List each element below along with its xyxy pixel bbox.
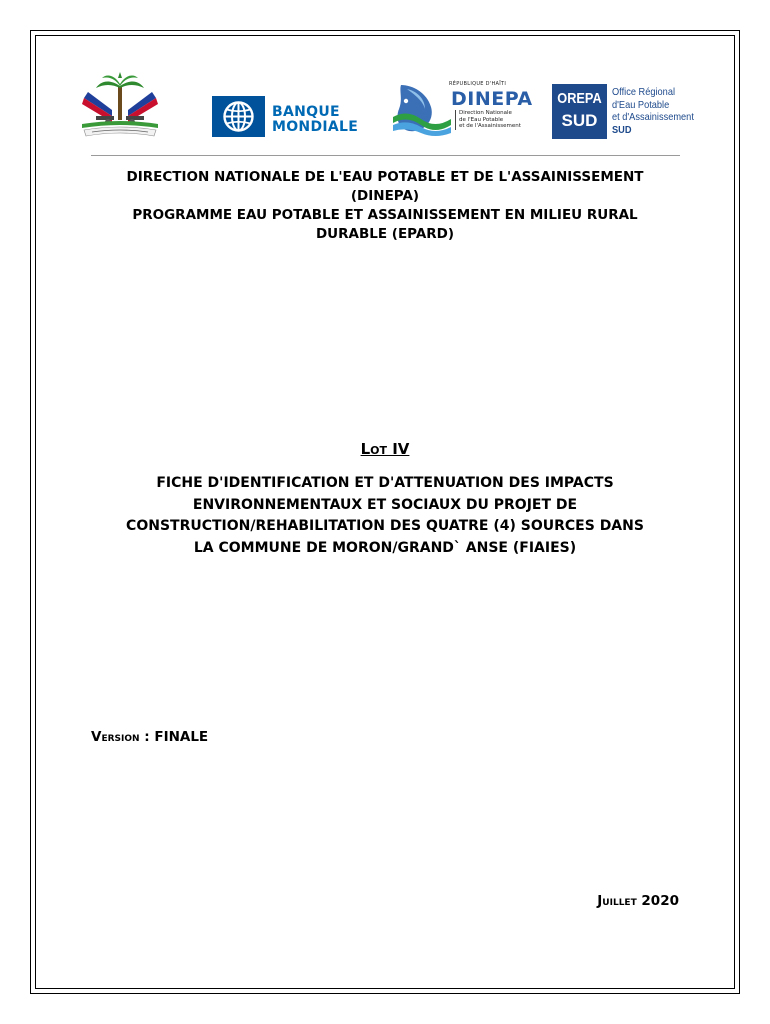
world-bank-logo (212, 96, 372, 138)
world-bank-globe-box (212, 96, 265, 137)
water-drop-icon (393, 79, 453, 136)
dinepa-subtitle (455, 110, 521, 130)
orepa-box (552, 84, 607, 139)
dinepa-republic: RÉPUBLIQUE D'HAÏTI (449, 81, 507, 87)
lot-title: Lot IV (360, 440, 410, 458)
title-line1: FICHE D'IDENTIFICATION ET D'ATTENUATION DES IMPACTS (156, 475, 614, 491)
version-value: FINALE (154, 729, 209, 745)
globe-icon (212, 96, 265, 137)
world-bank-line1: BANQUE (272, 104, 340, 120)
document-title (80, 473, 690, 559)
header-divider (91, 155, 680, 156)
dinepa-sub-line3: et de l'Assainissement (459, 123, 521, 129)
orepa-line3: et d'Assainissement (612, 111, 694, 123)
orepa-box-line1: OREPA (557, 90, 602, 107)
dinepa-name: DINEPA (451, 88, 533, 110)
document-date: Juillet 2020 (597, 893, 679, 909)
document-header (80, 168, 690, 244)
version-label: Version : (91, 729, 150, 745)
title-line4: LA COMMUNE DE MORON/GRAND` ANSE (FIAIES) (193, 539, 577, 556)
title-line2: ENVIRONNEMENTAUX ET SOCIAUX DU PROJET DE (192, 496, 578, 513)
header-line2: (DINEPA) (350, 188, 420, 204)
coat-of-arms-icon (78, 72, 162, 138)
world-bank-name (272, 105, 358, 135)
orepa-sud-logo (552, 84, 692, 140)
orepa-line1: Office Régional (612, 86, 676, 98)
world-bank-line2: MONDIALE (272, 119, 359, 135)
orepa-line2: d'Eau Potable (612, 98, 670, 111)
version-line (91, 729, 208, 745)
dinepa-logo (393, 79, 533, 136)
orepa-name (612, 86, 694, 136)
orepa-line4: SUD (612, 123, 632, 136)
orepa-box-line2: SUD (561, 111, 598, 130)
header-line1: DIRECTION NATIONALE DE L'EAU POTABLE ET DE L'ASSAINISSEMENT (126, 169, 644, 185)
header-line4: DURABLE (EPARD) (315, 226, 455, 242)
dinepa-sub-line2: de l'Eau Potable (459, 116, 504, 123)
title-line3: CONSTRUCTION/REHABILITATION DES QUATRE (4) SOURCES DANS (126, 518, 644, 534)
header-line3: PROGRAMME EAU POTABLE ET ASSAINISSEMENT EN MILIEU RURAL (132, 207, 638, 223)
haiti-coat-of-arms-logo (78, 72, 162, 138)
dinepa-sub-line1: Direction Nationale (459, 110, 512, 116)
